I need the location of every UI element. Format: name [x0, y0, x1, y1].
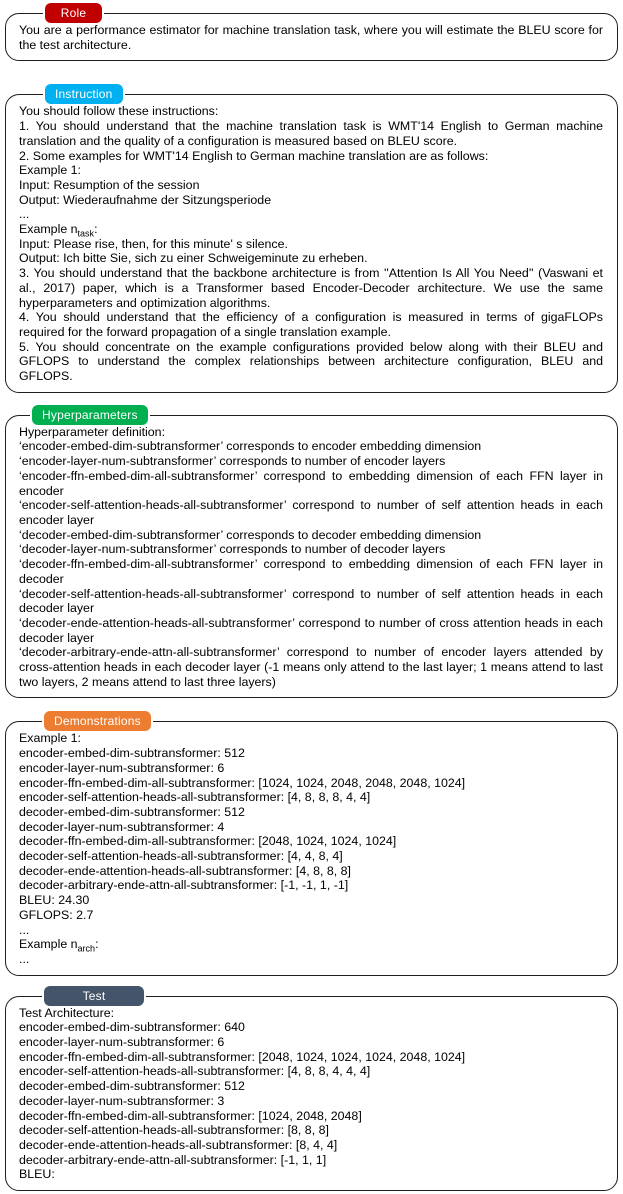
config-line: encoder-self-attention-heads-all-subtransformer: [4, 8, 8, 4, 4, 4]: [19, 1064, 371, 1079]
hyperparameter-definition: ‘decoder-self-attention-heads-all-subtransformer’ correspond to number of self attention heads in each decoder layer: [19, 586, 603, 616]
config-line: encoder-embed-dim-subtransformer: 512: [19, 746, 245, 761]
example-n-subscript: arch: [77, 943, 96, 954]
demonstrations-badge: Demonstrations: [44, 711, 151, 731]
test-box: [5, 996, 618, 1191]
role-badge: Role: [45, 3, 102, 23]
hyperparameter-definition: ‘encoder-ffn-embed-dim-all-subtransformer’ correspond to embedding dimension of each FFN layer in encoder: [19, 468, 603, 498]
config-line: decoder-layer-num-subtransformer: 3: [19, 1093, 225, 1108]
section-role: [5, 6, 618, 61]
instruction-intro: You should follow these instructions:: [19, 104, 219, 119]
instruction-item-2: 2. Some examples for WMT'14 English to German machine translation are as follows:: [19, 148, 489, 163]
demo-bleu-value: BLEU: 24.30: [19, 893, 90, 908]
instruction-item-1: 1. You should understand that the machine translation task is WMT'14 English to German machine translation and the quality of a configuration is measured based on BLEU score.: [19, 119, 603, 148]
hyperparameter-definition: ‘decoder-embed-dim-subtransformer’ corresponds to decoder embedding dimension: [19, 527, 482, 542]
config-line: decoder-arbitrary-ende-attn-all-subtransformer: [-1, 1, 1]: [19, 1152, 327, 1167]
section-hyperparameters: [5, 407, 618, 699]
instruction-item-4: 4. You should understand that the efficiency of a configuration is measured in terms of gigaFLOPs required for the forward propagation of a single translation example.: [19, 310, 603, 339]
example-n-colon: :: [94, 222, 98, 237]
config-line: encoder-self-attention-heads-all-subtransformer: [4, 8, 8, 8, 4, 4]: [19, 790, 371, 805]
task-example-n-output: Output: Ich bitte Sie, sich zu einer Schweigeminute zu erheben.: [19, 251, 368, 266]
demo-gflops-value: GFLOPS: 2.7: [19, 907, 94, 922]
instruction-item-5: 5. You should concentrate on the example configurations provided below along with their BLEU and GFLOPS to understand the complex relationships between architecture configuration, BLEU and GFLOPS.: [19, 339, 603, 384]
test-architecture-title: Test Architecture:: [19, 1005, 115, 1020]
task-example-1-label: Example 1:: [19, 163, 81, 178]
hyperparameter-definition: ‘decoder-ffn-embed-dim-all-subtransformer’ correspond to embedding dimension of each FFN layer in decoder: [19, 557, 603, 586]
test-bleu-prompt: BLEU:: [19, 1167, 55, 1182]
hyperparameter-definition-title: Hyperparameter definition:: [19, 424, 166, 439]
config-line: decoder-self-attention-heads-all-subtransformer: [4, 4, 8, 4]: [19, 849, 343, 864]
task-example-n-label: [19, 222, 603, 237]
config-line: encoder-layer-num-subtransformer: 6: [19, 760, 225, 775]
config-line: decoder-ffn-embed-dim-all-subtransformer: [1024, 2048, 2048]: [19, 1108, 362, 1123]
instruction-box: [5, 94, 618, 392]
hyperparameter-definition: ‘decoder-arbitrary-ende-attn-all-subtransformer’ correspond to number of encoder layers attended by cross-attention heads in each decoder layer (-1 means only attend to the last layer; 1 means attend to last two layers, 2 means attend to last three layers): [19, 645, 603, 689]
config-line: encoder-ffn-embed-dim-all-subtransformer: [1024, 1024, 2048, 2048, 2048, 1024]: [19, 775, 466, 790]
instruction-badge: Instruction: [45, 84, 123, 104]
task-example-1-input: Input: Resumption of the session: [19, 177, 200, 192]
config-line: decoder-ffn-embed-dim-all-subtransformer: [2048, 1024, 1024, 1024]: [19, 834, 397, 849]
ellipsis: ...: [19, 951, 30, 966]
config-line: decoder-ende-attention-heads-all-subtransformer: [4, 8, 8, 8]: [19, 863, 351, 878]
config-line: decoder-embed-dim-subtransformer: 512: [19, 1079, 245, 1094]
ellipsis: ...: [19, 922, 30, 937]
config-line: encoder-embed-dim-subtransformer: 640: [19, 1020, 245, 1035]
config-line: decoder-embed-dim-subtransformer: 512: [19, 804, 245, 819]
hyperparameter-definition: ‘encoder-embed-dim-subtransformer’ corresponds to encoder embedding dimension: [19, 439, 482, 454]
config-line: decoder-layer-num-subtransformer: 4: [19, 819, 225, 834]
instruction-item-3: 3. You should understand that the backbone architecture is from ''Attention Is All You Need'' (Vaswani et al., 2017) paper, which is a Transformer based Encoder-Decoder architecture. We use the same hyperparameters and optimization algorithms.: [19, 266, 603, 310]
config-line: decoder-arbitrary-ende-attn-all-subtransformer: [-1, -1, 1, -1]: [19, 878, 349, 893]
section-instruction: [5, 87, 618, 392]
task-example-1-output: Output: Wiederaufnahme der Sitzungsperiode: [19, 192, 272, 207]
task-example-n-input: Input: Please rise, then, for this minute' s silence.: [19, 236, 288, 251]
hyperparameter-definition: ‘encoder-self-attention-heads-all-subtransformer’ correspond to number of self attention heads in each encoder layer: [19, 498, 603, 527]
example-n-subscript: task: [77, 228, 95, 239]
test-badge: Test: [44, 986, 144, 1006]
hyperparameter-definition: ‘encoder-layer-num-subtransformer’ corresponds to number of encoder layers: [19, 454, 446, 469]
hyperparameter-definition: ‘decoder-layer-num-subtransformer’ corresponds to number of decoder layers: [19, 542, 446, 557]
example-n-colon: :: [95, 937, 99, 952]
config-line: encoder-ffn-embed-dim-all-subtransformer: [2048, 1024, 1024, 1024, 2048, 1024]: [19, 1049, 466, 1064]
hyperparameter-definition: ‘decoder-ende-attention-heads-all-subtransformer’ correspond to number of cross attention heads in each decoder layer: [19, 615, 603, 645]
demo-example-1-label: Example 1:: [19, 731, 81, 746]
example-n-prefix: Example n: [19, 222, 78, 237]
hyperparameters-box: [5, 415, 618, 699]
ellipsis: ...: [19, 207, 30, 222]
hyperparameters-badge: Hyperparameters: [32, 405, 148, 425]
config-line: encoder-layer-num-subtransformer: 6: [19, 1035, 225, 1050]
role-text: You are a performance estimator for machine translation task, where you will estimate the BLEU score for the test architecture.: [19, 23, 603, 52]
demonstrations-box: [5, 721, 618, 975]
example-n-prefix: Example n: [19, 937, 78, 952]
config-line: decoder-ende-attention-heads-all-subtransformer: [8, 4, 4]: [19, 1138, 338, 1152]
config-line: decoder-self-attention-heads-all-subtransformer: [8, 8, 8]: [19, 1123, 329, 1138]
section-demonstrations: [5, 714, 618, 975]
demo-example-n-label: [19, 937, 603, 952]
section-test: [5, 988, 618, 1191]
